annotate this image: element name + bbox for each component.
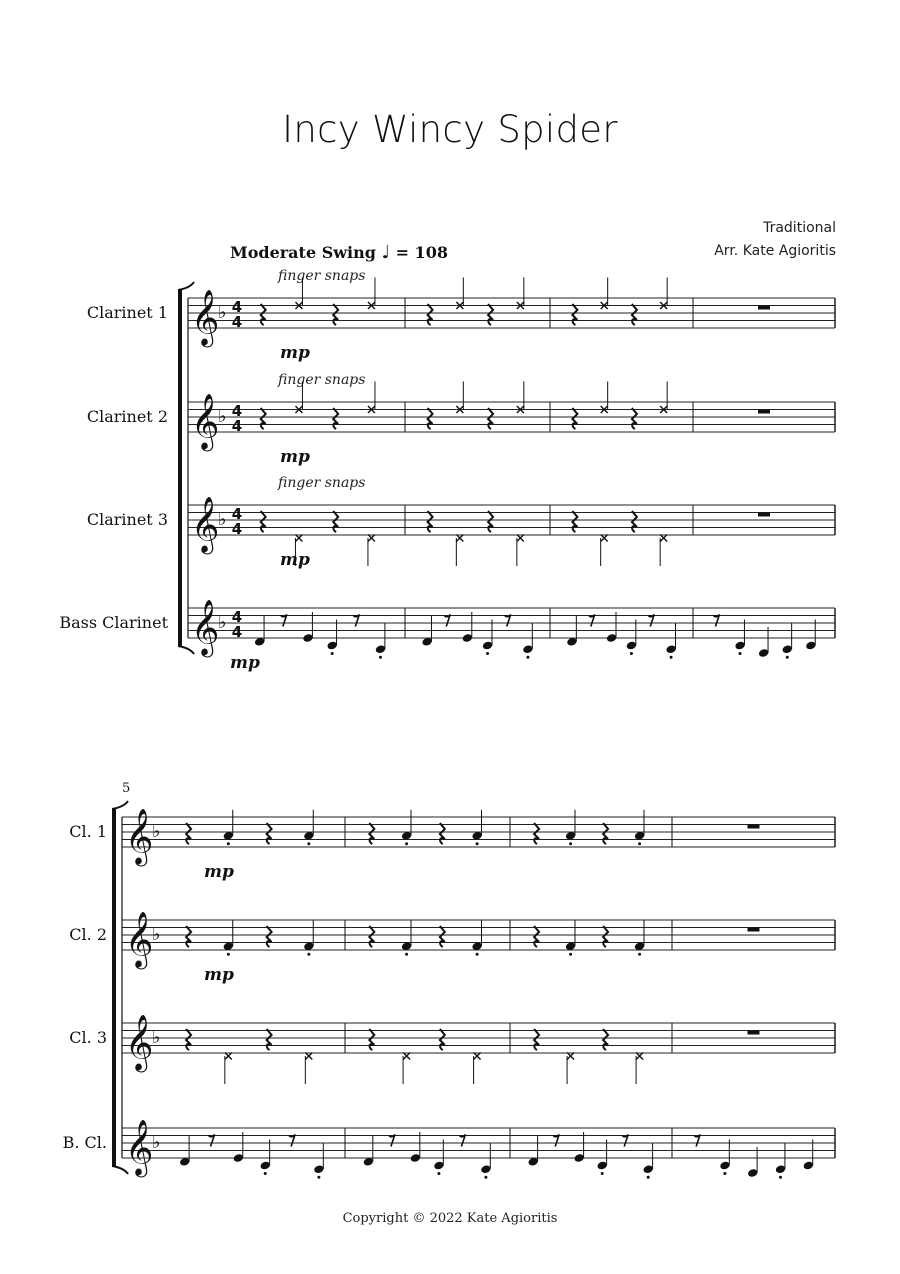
instrument-label: Clarinet 1	[86, 303, 168, 322]
eighth-rest	[353, 615, 359, 627]
quarter-rest	[603, 1029, 608, 1050]
time-signature-bottom: 4	[231, 520, 243, 538]
whole-rest	[758, 410, 770, 414]
instrument-label: Cl. 2	[69, 925, 107, 944]
quarter-rest	[428, 304, 433, 325]
eighth-rest	[459, 1135, 465, 1147]
finger-snaps-marking: finger snaps	[278, 475, 366, 491]
staccato-dot	[779, 1176, 782, 1179]
x-notehead	[660, 535, 667, 542]
eighth-rest	[289, 1135, 295, 1147]
staccato-dot	[638, 842, 641, 845]
quarter-rest	[603, 823, 608, 844]
treble-clef-icon: 𝄞	[125, 911, 154, 968]
dynamic-mp: mp	[230, 653, 260, 673]
time-signature-bottom: 4	[231, 623, 243, 641]
quarter-rest	[488, 511, 493, 532]
eighth-rest	[505, 615, 511, 627]
staccato-dot	[739, 652, 742, 655]
x-notehead	[305, 1053, 312, 1060]
x-notehead	[456, 535, 463, 542]
instrument-label: B. Cl.	[62, 1133, 107, 1152]
eighth-rest	[389, 1135, 395, 1147]
quarter-rest	[333, 408, 338, 429]
eighth-rest	[694, 1135, 700, 1147]
dynamic-mp: mp	[280, 447, 310, 467]
quarter-rest	[261, 408, 266, 429]
instrument-label: Cl. 1	[69, 822, 107, 841]
quarter-rest	[572, 511, 577, 532]
dynamic-mp: mp	[204, 965, 234, 985]
key-flat-icon: ♭	[218, 302, 227, 323]
key-flat-icon: ♭	[152, 1132, 161, 1153]
eighth-rest	[713, 615, 719, 627]
quarter-rest	[572, 408, 577, 429]
x-notehead	[295, 535, 302, 542]
staccato-dot	[569, 842, 572, 845]
arranger-credit: Arr. Kate Agioritis	[714, 243, 836, 259]
quarter-rest	[267, 1029, 272, 1050]
quarter-rest	[488, 408, 493, 429]
staccato-dot	[647, 1176, 650, 1179]
finger-snaps-marking: finger snaps	[278, 268, 366, 284]
quarter-rest	[369, 823, 374, 844]
quarter-rest	[534, 823, 539, 844]
x-notehead	[636, 1053, 643, 1060]
key-flat-icon: ♭	[152, 1027, 161, 1048]
key-flat-icon: ♭	[218, 509, 227, 530]
measure-number: 5	[122, 781, 131, 796]
quarter-rest	[632, 511, 637, 532]
treble-clef-icon: 𝄞	[125, 808, 154, 865]
whole-rest	[758, 513, 770, 517]
key-flat-icon: ♭	[152, 821, 161, 842]
treble-clef-icon: 𝄞	[191, 599, 220, 656]
composer-credit: Traditional	[763, 220, 836, 236]
staccato-dot	[723, 1172, 726, 1175]
staccato-dot	[786, 656, 789, 659]
time-signature-top: 4	[231, 505, 243, 523]
staccato-dot	[379, 656, 382, 659]
eighth-rest	[622, 1135, 628, 1147]
eighth-rest	[209, 1135, 215, 1147]
dynamic-mp: mp	[280, 550, 310, 570]
x-notehead	[601, 535, 608, 542]
staccato-dot	[476, 842, 479, 845]
time-signature-top: 4	[231, 402, 243, 420]
instrument-label: Clarinet 3	[86, 510, 168, 529]
time-signature-top: 4	[231, 608, 243, 626]
eighth-rest	[589, 615, 595, 627]
quarter-rest	[440, 823, 445, 844]
staccato-dot	[569, 953, 572, 956]
quarter-note-icon: ♩	[381, 242, 390, 263]
whole-rest	[758, 306, 770, 310]
quarter-rest	[488, 304, 493, 325]
staccato-dot	[630, 652, 633, 655]
dynamic-mp: mp	[280, 343, 310, 363]
staccato-dot	[264, 1172, 267, 1175]
quarter-rest	[632, 304, 637, 325]
score-title: Incy Wincy Spider	[282, 108, 618, 151]
staccato-dot	[307, 842, 310, 845]
treble-clef-icon: 𝄞	[125, 1119, 154, 1176]
key-flat-icon: ♭	[218, 406, 227, 427]
quarter-rest	[261, 511, 266, 532]
quarter-rest	[186, 823, 191, 844]
eighth-rest	[281, 615, 287, 627]
instrument-label: Bass Clarinet	[59, 613, 168, 632]
quarter-rest	[261, 304, 266, 325]
time-signature-top: 4	[231, 298, 243, 316]
x-notehead	[368, 535, 375, 542]
treble-clef-icon: 𝄞	[191, 496, 220, 553]
x-notehead	[225, 1053, 232, 1060]
eighth-rest	[553, 1135, 559, 1147]
key-flat-icon: ♭	[218, 612, 227, 633]
eighth-rest	[444, 615, 450, 627]
key-flat-icon: ♭	[152, 924, 161, 945]
finger-snaps-marking: finger snaps	[278, 372, 366, 388]
whole-rest	[748, 928, 760, 932]
quarter-rest	[440, 1029, 445, 1050]
x-notehead	[567, 1053, 574, 1060]
quarter-rest	[428, 408, 433, 429]
treble-clef-icon: 𝄞	[191, 393, 220, 450]
staccato-dot	[638, 953, 641, 956]
instrument-label: Clarinet 2	[86, 407, 168, 426]
quarter-rest	[632, 408, 637, 429]
whole-rest	[748, 1031, 760, 1035]
quarter-rest	[534, 926, 539, 947]
treble-clef-icon: 𝄞	[191, 289, 220, 346]
quarter-rest	[333, 304, 338, 325]
quarter-rest	[186, 1029, 191, 1050]
time-signature-bottom: 4	[231, 417, 243, 435]
quarter-rest	[572, 304, 577, 325]
time-signature-bottom: 4	[231, 313, 243, 331]
staccato-dot	[307, 953, 310, 956]
quarter-rest	[534, 1029, 539, 1050]
staccato-dot	[405, 842, 408, 845]
quarter-rest	[369, 1029, 374, 1050]
quarter-rest	[440, 926, 445, 947]
staccato-dot	[227, 953, 230, 956]
staccato-dot	[331, 652, 334, 655]
treble-clef-icon: 𝄞	[125, 1014, 154, 1071]
staccato-dot	[670, 656, 673, 659]
staccato-dot	[484, 1176, 487, 1179]
x-notehead	[474, 1053, 481, 1060]
staccato-dot	[405, 953, 408, 956]
quarter-rest	[186, 926, 191, 947]
tempo-text: Moderate Swing	[230, 243, 376, 262]
quarter-rest	[267, 926, 272, 947]
eighth-rest	[648, 615, 654, 627]
x-notehead	[403, 1053, 410, 1060]
quarter-rest	[333, 511, 338, 532]
staccato-dot	[227, 842, 230, 845]
staccato-dot	[476, 953, 479, 956]
instrument-label: Cl. 3	[69, 1028, 107, 1047]
tempo-bpm: = 108	[395, 243, 448, 262]
x-notehead	[517, 535, 524, 542]
quarter-rest	[603, 926, 608, 947]
quarter-rest	[428, 511, 433, 532]
staccato-dot	[526, 656, 529, 659]
copyright-notice: Copyright © 2022 Kate Agioritis	[342, 1211, 558, 1226]
staccato-dot	[317, 1176, 320, 1179]
staccato-dot	[601, 1172, 604, 1175]
dynamic-mp: mp	[204, 862, 234, 882]
staccato-dot	[486, 652, 489, 655]
whole-rest	[748, 825, 760, 829]
quarter-rest	[369, 926, 374, 947]
quarter-rest	[267, 823, 272, 844]
staccato-dot	[437, 1172, 440, 1175]
